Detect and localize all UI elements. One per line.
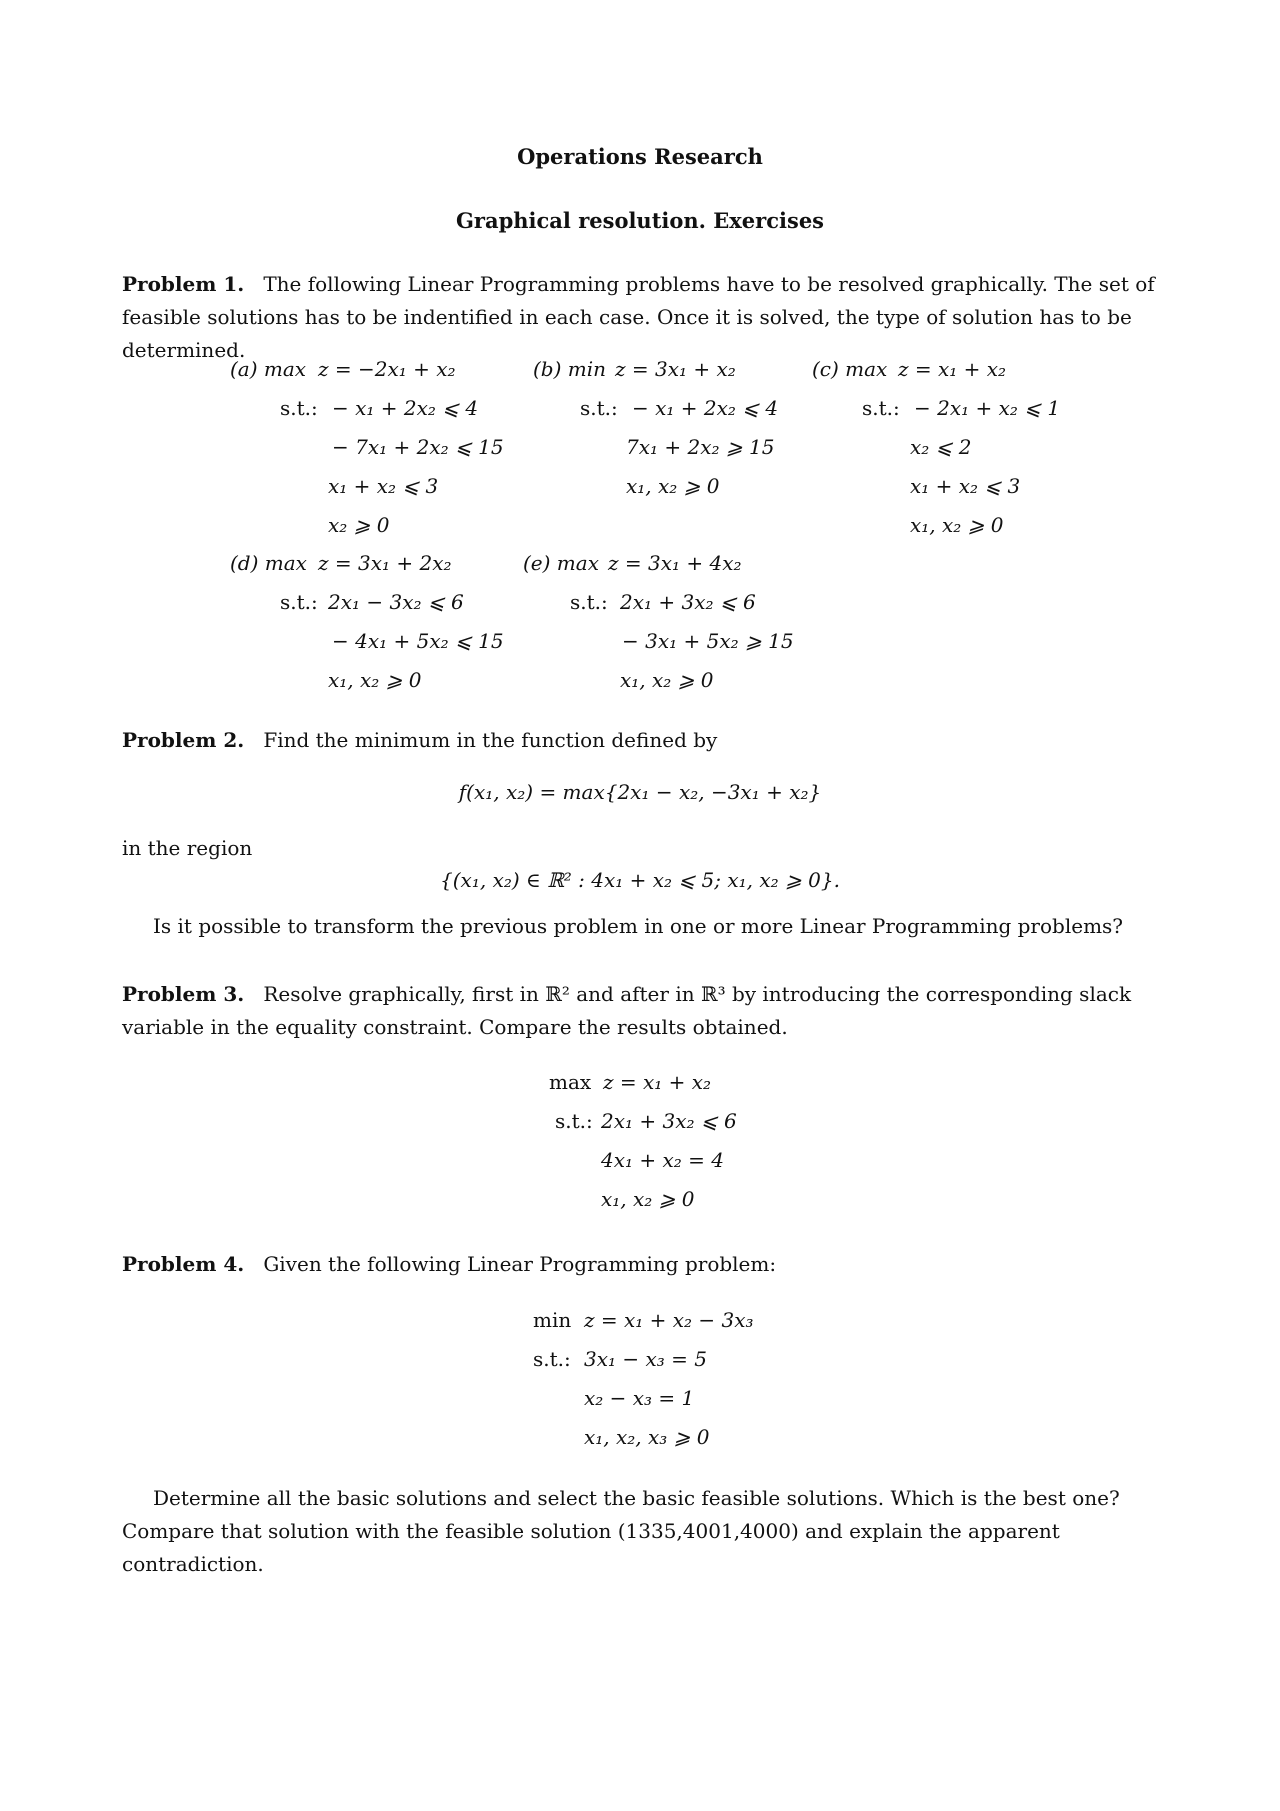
problem-4-constraint-3: x₁, x₂, x₃ ⩾ 0: [584, 1425, 710, 1449]
lp-d-st: s.t.:: [280, 590, 318, 614]
lp-a-constraint-3: x₁ + x₂ ⩽ 3: [328, 474, 439, 498]
lp-d-tag: (d) max: [230, 551, 307, 575]
lp-b-objective: z = 3x₁ + x₂: [615, 357, 736, 381]
lp-a-tag: (a) max: [230, 357, 307, 381]
problem-2-formula: f(x₁, x₂) = max{2x₁ − x₂, −3x₁ + x₂}: [458, 780, 822, 804]
problem-2-label: Problem 2.: [122, 728, 245, 752]
problem-4-label: Problem 4.: [122, 1252, 245, 1276]
problem-4-paragraph: [122, 1248, 1167, 1281]
problem-3-tag: max: [549, 1070, 592, 1094]
problem-4-objective: z = x₁ + x₂ − 3x₃: [584, 1308, 754, 1332]
problem-4-tag: min: [533, 1308, 572, 1332]
problem-4-constraint-2: x₂ − x₃ = 1: [584, 1386, 695, 1410]
problem-4-text: Given the following Linear Programming problem:: [263, 1252, 777, 1276]
lp-c-constraint-2: x₂ ⩽ 2: [910, 435, 972, 459]
problem-3-label: Problem 3.: [122, 982, 245, 1006]
lp-a-constraint-2: − 7x₁ + 2x₂ ⩽ 15: [332, 435, 504, 459]
problem-4-constraint-1: 3x₁ − x₃ = 5: [584, 1347, 707, 1371]
problem-1-paragraph: [122, 268, 1167, 367]
lp-d-objective: z = 3x₁ + 2x₂: [318, 551, 452, 575]
problem-2-text: Find the minimum in the function defined by: [263, 728, 718, 752]
problem-3-paragraph: [122, 978, 1167, 1044]
problem-3-constraint-2: 4x₁ + x₂ = 4: [601, 1148, 724, 1172]
problem-2-paragraph: [122, 724, 1167, 757]
problem-1-label: Problem 1.: [122, 272, 245, 296]
lp-b-tag: (b) min: [533, 357, 607, 381]
problem-3-objective: z = x₁ + x₂: [603, 1070, 712, 1094]
lp-c-objective: z = x₁ + x₂: [898, 357, 1007, 381]
lp-b-constraint-1: − x₁ + 2x₂ ⩽ 4: [632, 396, 779, 420]
lp-c-constraint-4: x₁, x₂ ⩾ 0: [910, 513, 1004, 537]
problem-3-st: s.t.:: [555, 1109, 593, 1133]
lp-a-constraint-4: x₂ ⩾ 0: [328, 513, 390, 537]
problem-3-constraint-3: x₁, x₂ ⩾ 0: [601, 1187, 695, 1211]
lp-c-constraint-1: − 2x₁ + x₂ ⩽ 1: [914, 396, 1061, 420]
problem-2-region: {(x₁, x₂) ∈ ℝ² : 4x₁ + x₂ ⩽ 5; x₁, x₂ ⩾ 0}.: [440, 868, 840, 892]
problem-4-st: s.t.:: [533, 1347, 571, 1371]
problem-3-constraint-1: 2x₁ + 3x₂ ⩽ 6: [601, 1109, 737, 1133]
problem-2-region-text: in the region: [122, 836, 253, 860]
problem-4-closing: Determine all the basic solutions and select the basic feasible solutions. Which is the best one? Compare that solution with the feasible solution (1335,4001,4000) and explain the apparent contradiction.: [122, 1486, 1120, 1576]
lp-c-st: s.t.:: [862, 396, 900, 420]
lp-b-constraint-2: 7x₁ + 2x₂ ⩾ 15: [626, 435, 775, 459]
lp-d-constraint-3: x₁, x₂ ⩾ 0: [328, 668, 422, 692]
problem-3-text: Resolve graphically, first in ℝ² and after in ℝ³ by introducing the corresponding slack variable in the equality constraint. Compare the results obtained.: [122, 982, 1132, 1039]
page-subtitle: Graphical resolution. Exercises: [455, 208, 824, 233]
lp-a-objective: z = −2x₁ + x₂: [318, 357, 456, 381]
lp-c-tag: (c) max: [812, 357, 888, 381]
lp-e-st: s.t.:: [570, 590, 608, 614]
lp-e-constraint-3: x₁, x₂ ⩾ 0: [620, 668, 714, 692]
lp-a-constraint-1: − x₁ + 2x₂ ⩽ 4: [332, 396, 479, 420]
lp-e-tag: (e) max: [523, 551, 599, 575]
lp-e-constraint-1: 2x₁ + 3x₂ ⩽ 6: [620, 590, 756, 614]
lp-b-st: s.t.:: [580, 396, 618, 420]
lp-b-constraint-3: x₁, x₂ ⩾ 0: [626, 474, 720, 498]
lp-d-constraint-1: 2x₁ − 3x₂ ⩽ 6: [328, 590, 464, 614]
problem-1-text: The following Linear Programming problems have to be resolved graphically. The set of feasible solutions has to be indentified in each case. Once it is solved, the type of solution has to be determined.: [122, 272, 1155, 362]
lp-e-objective: z = 3x₁ + 4x₂: [608, 551, 742, 575]
page-title: Operations Research: [517, 144, 763, 169]
lp-d-constraint-2: − 4x₁ + 5x₂ ⩽ 15: [332, 629, 504, 653]
lp-e-constraint-2: − 3x₁ + 5x₂ ⩾ 15: [622, 629, 794, 653]
lp-a-st: s.t.:: [280, 396, 318, 420]
problem-2-question: Is it possible to transform the previous problem in one or more Linear Programming problems?: [153, 914, 1124, 938]
lp-c-constraint-3: x₁ + x₂ ⩽ 3: [910, 474, 1021, 498]
